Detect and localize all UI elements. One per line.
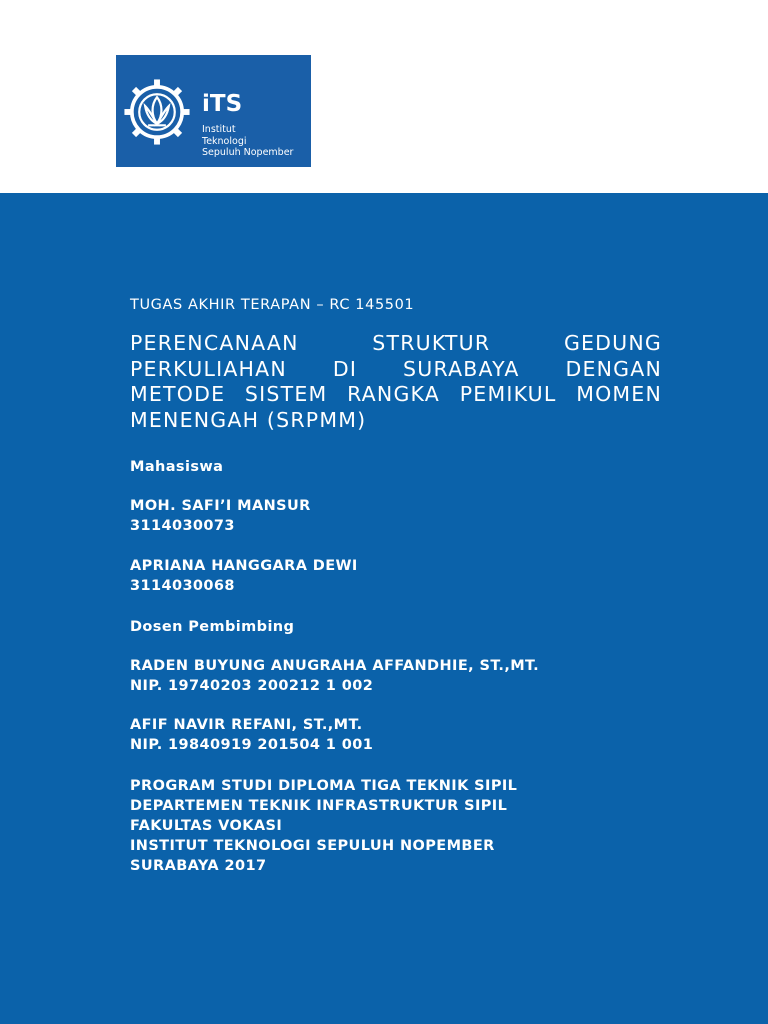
advisors-label-text: Dosen Pembimbing [130, 619, 295, 635]
advisor-name: RADEN BUYUNG ANUGRAHA AFFANDHIE, ST.,MT. [130, 658, 540, 674]
document-title [130, 331, 662, 433]
logo-line: Teknologi [202, 135, 247, 147]
student-name: APRIANA HANGGARA DEWI [130, 558, 358, 574]
institution-line: INSTITUT TEKNOLOGI SEPULUH NOPEMBER [130, 838, 495, 854]
advisor-nip: NIP. 19840919 201504 1 001 [130, 737, 374, 753]
advisor-1 [130, 656, 539, 696]
student-2 [130, 556, 358, 596]
institution-line: SURABAYA 2017 [130, 858, 267, 874]
title-line: MENENGAH (SRPMM) [130, 407, 367, 432]
title-line: PERKULIAHAN DI SURABAYA DENGAN [130, 356, 662, 381]
its-emblem-icon [120, 75, 194, 149]
logo-line: Institut [202, 124, 236, 135]
header [0, 0, 768, 193]
students-label-text: Mahasiswa [130, 459, 224, 475]
advisor-nip: NIP. 19740203 200212 1 002 [130, 678, 374, 694]
institution-block [130, 776, 517, 876]
student-id: 3114030068 [130, 578, 235, 594]
document-code: TUGAS AKHIR TERAPAN – RC 145501 [130, 297, 415, 313]
cover-body [0, 193, 768, 1024]
institution-line: DEPARTEMEN TEKNIK INFRASTRUKTUR SIPIL [130, 798, 508, 814]
advisors-label [130, 617, 294, 637]
its-logo [116, 55, 311, 167]
logo-wordmark: iTS [202, 91, 243, 117]
title-line: PERENCANAAN STRUKTUR GEDUNG [130, 331, 662, 355]
student-name: MOH. SAFI’I MANSUR [130, 498, 311, 514]
advisor-name: AFIF NAVIR REFANI, ST.,MT. [130, 717, 363, 733]
logo-subtitle [202, 124, 293, 159]
student-id: 3114030073 [130, 518, 235, 534]
advisor-2 [130, 715, 373, 755]
students-label [130, 457, 223, 477]
institution-line: PROGRAM STUDI DIPLOMA TIGA TEKNIK SIPIL [130, 778, 518, 794]
institution-line: FAKULTAS VOKASI [130, 818, 283, 834]
student-1 [130, 496, 311, 536]
logo-line: Sepuluh Nopember [202, 147, 294, 158]
title-line: METODE SISTEM RANGKA PEMIKUL MOMEN [130, 382, 662, 406]
